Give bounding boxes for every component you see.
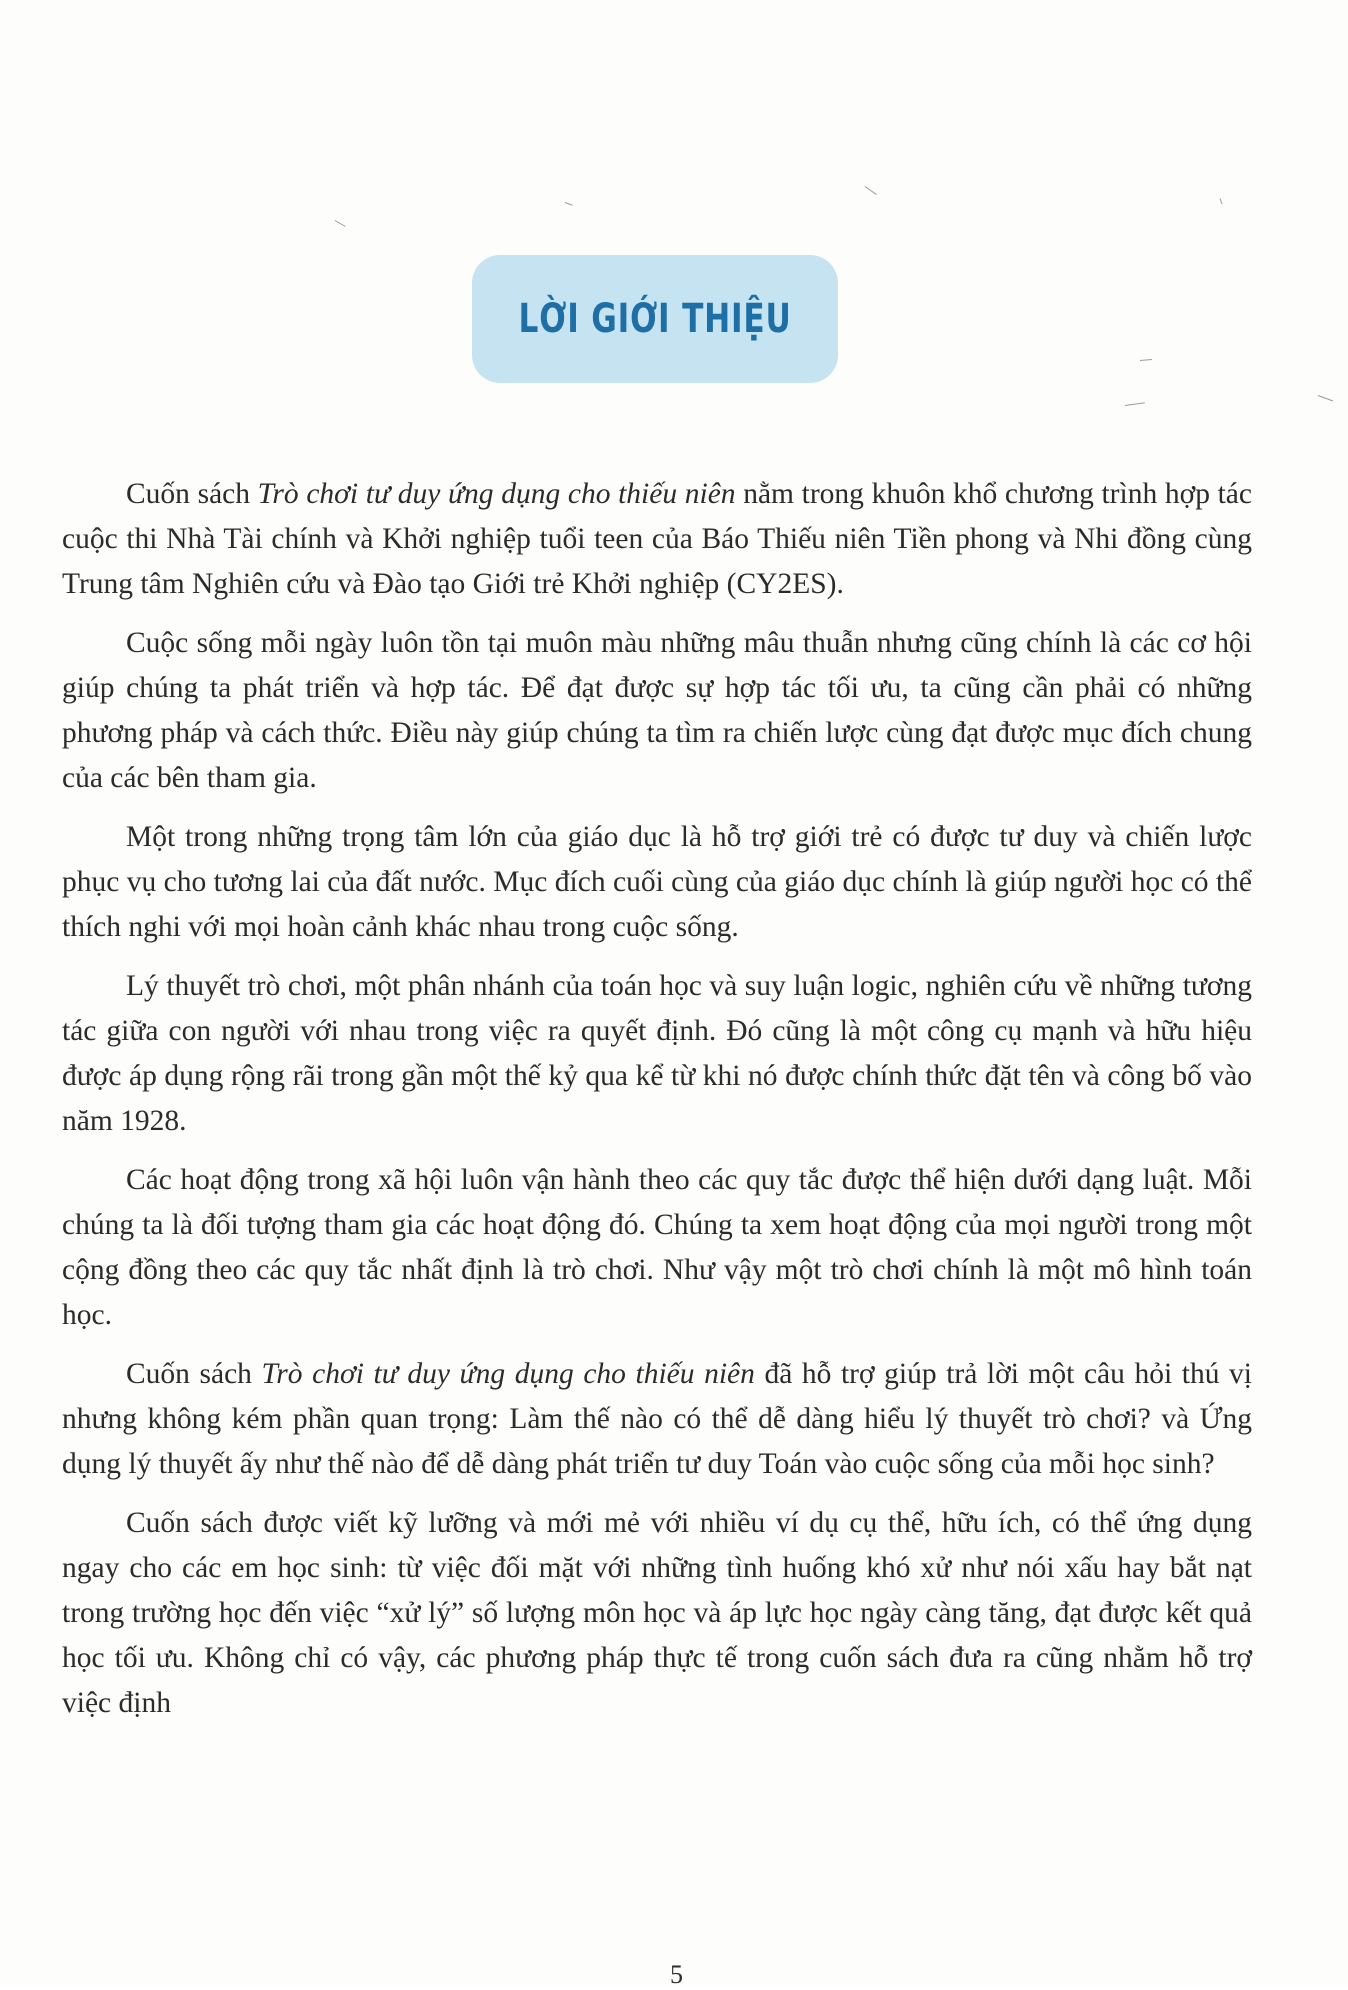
scan-speck (865, 186, 877, 195)
paragraph-lead: Cuốn sách (126, 478, 258, 510)
page-number: 5 (670, 1960, 683, 1989)
scan-speck (565, 202, 573, 206)
paragraph-rest: đã hỗ trợ giúp trả lời một câu hỏi thú vị nhưng không kém phần quan trọng: Làm thế nào có thể dễ dàng hiểu lý thuyết trò chơi? và Ứng dụng lý thuyết ấy như thế nào để dễ dàng phát triển tư duy Toán vào cuộc sống của mỗi học sinh? (62, 1358, 1252, 1480)
paragraph-rest: nằm trong khuôn khổ chương trình hợp tác cuộc thi Nhà Tài chính và Khởi nghiệp tuổi teen của Báo Thiếu niên Tiền phong và Nhi đồng cùng Trung tâm Nghiên cứu và Đào tạo Giới trẻ Khởi nghiệp (CY2ES). (62, 478, 1252, 600)
book-title-italic: Trò chơi tư duy ứng dụng cho thiếu niên (261, 1358, 755, 1390)
scan-speck (335, 220, 346, 227)
title-banner (472, 255, 838, 383)
paragraph-6 (62, 1352, 1252, 1487)
scan-speck (1125, 402, 1145, 406)
paragraph-lead: Cuốn sách (126, 1358, 262, 1390)
scan-speck (1140, 359, 1152, 361)
scan-speck (1220, 198, 1223, 204)
book-title-italic: Trò chơi tư duy ứng dụng cho thiếu niên (257, 478, 736, 510)
body-text (62, 472, 1252, 1740)
scan-speck (1318, 395, 1333, 401)
paragraph-2: Cuộc sống mỗi ngày luôn tồn tại muôn màu những mâu thuẫn nhưng cũng chính là các cơ hội giúp chúng ta phát triển và hợp tác. Để đạt được sự hợp tác tối ưu, ta cũng cần phải có những phương pháp và cách thức. Điều này giúp chúng ta tìm ra chiến lược cùng đạt được mục đích chung của các bên tham gia. (62, 627, 1252, 794)
page-title: LỜI GIỚI THIỆU (518, 296, 792, 342)
paragraph-5: Các hoạt động trong xã hội luôn vận hành theo các quy tắc được thể hiện dưới dạng luật. Mỗi chúng ta là đối tượng tham gia các hoạt động đó. Chúng ta xem hoạt động của mọi người trong một cộng đồng theo các quy tắc nhất định là trò chơi. Như vậy một trò chơi chính là một mô hình toán học. (62, 1164, 1252, 1331)
paragraph-4: Lý thuyết trò chơi, một phân nhánh của toán học và suy luận logic, nghiên cứu về những tương tác giữa con người với nhau trong việc ra quyết định. Đó cũng là một công cụ mạnh và hữu hiệu được áp dụng rộng rãi trong gần một thế kỷ qua kể từ khi nó được chính thức đặt tên và công bố vào năm 1928. (62, 970, 1252, 1137)
paragraph-1 (62, 472, 1252, 607)
paragraph-7: Cuốn sách được viết kỹ lưỡng và mới mẻ với nhiều ví dụ cụ thể, hữu ích, có thể ứng dụng ngay cho các em học sinh: từ việc đối mặt với những tình huống khó xử như nói xấu hay bắt nạt trong trường học đến việc “xử lý” số lượng môn học và áp lực học ngày càng tăng, đạt được kết quả học tối ưu. Không chỉ có vậy, các phương pháp thực tế trong cuốn sách đưa ra cũng nhằm hỗ trợ việc định (62, 1507, 1252, 1719)
paragraph-3: Một trong những trọng tâm lớn của giáo dục là hỗ trợ giới trẻ có được tư duy và chiến lược phục vụ cho tương lai của đất nước. Mục đích cuối cùng của giáo dục chính là giúp người học có thể thích nghi với mọi hoàn cảnh khác nhau trong cuộc sống. (62, 821, 1252, 943)
